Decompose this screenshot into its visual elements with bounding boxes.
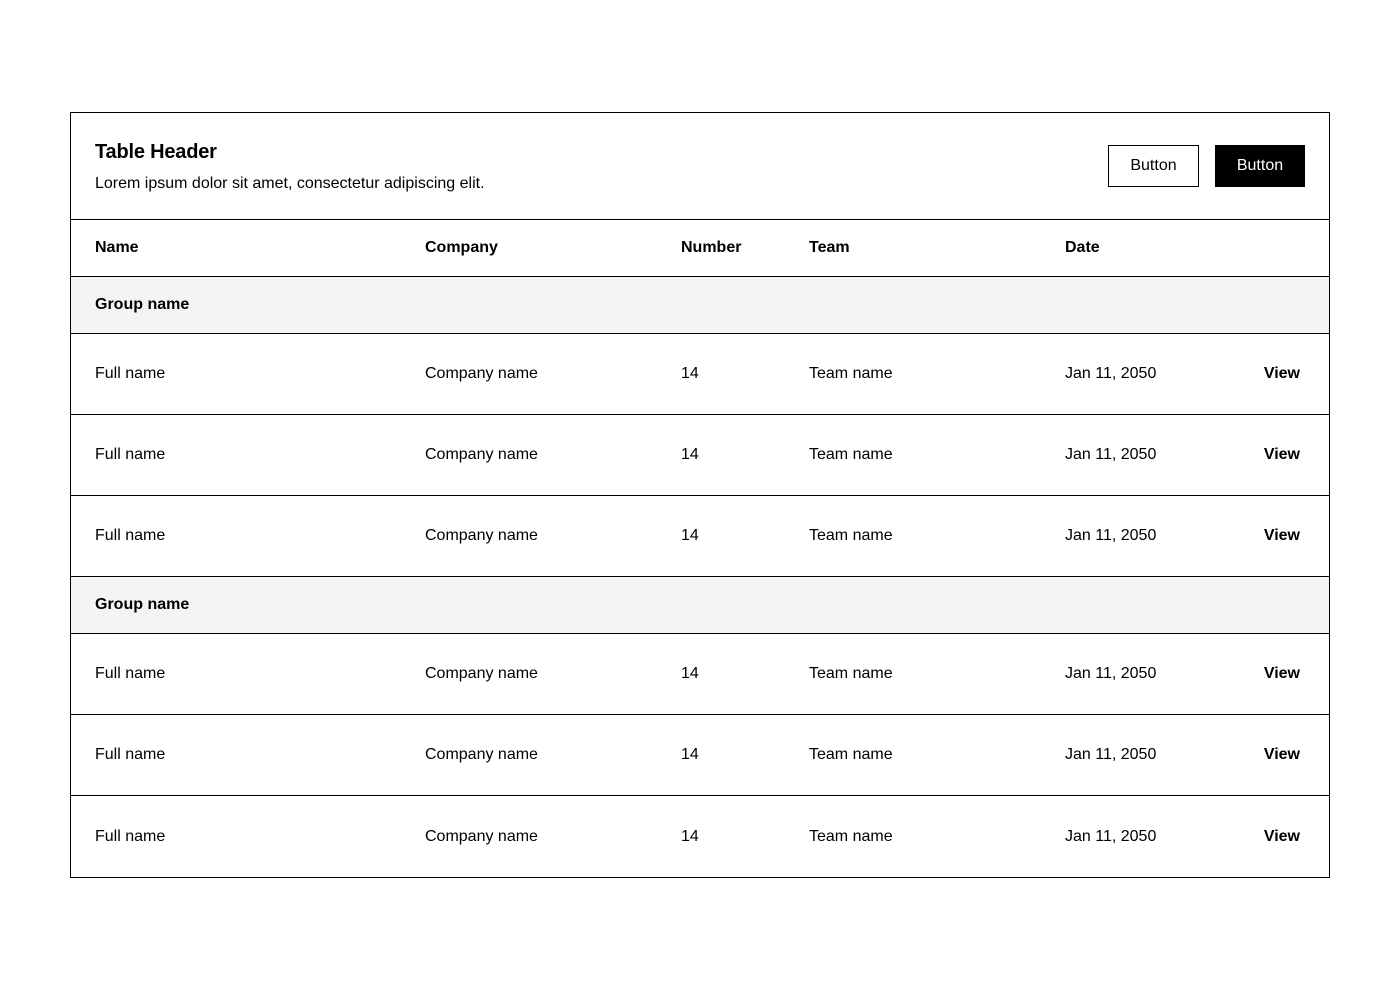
cell-team: Team name — [809, 746, 893, 763]
table-title: Table Header — [95, 141, 217, 163]
view-link[interactable]: View — [1263, 527, 1300, 544]
table-row — [71, 496, 1329, 577]
primary-button[interactable]: Button — [1215, 145, 1305, 187]
cell-date: Jan 11, 2050 — [1065, 446, 1157, 463]
table-header — [71, 113, 1329, 220]
cell-number: 14 — [681, 746, 699, 763]
column-header-row — [71, 220, 1329, 277]
cell-number: 14 — [681, 365, 699, 382]
table-subtitle: Lorem ipsum dolor sit amet, consectetur adipiscing elit. — [95, 175, 485, 192]
cell-name: Full name — [95, 527, 166, 544]
cell-company: Company name — [425, 527, 538, 544]
cell-number: 14 — [681, 827, 699, 845]
cell-date: Jan 11, 2050 — [1065, 365, 1157, 382]
cell-team: Team name — [809, 665, 893, 682]
cell-number: 14 — [681, 665, 699, 682]
table-row — [71, 334, 1329, 415]
group-name: Group name — [95, 296, 190, 313]
cell-company: Company name — [425, 827, 538, 845]
secondary-button[interactable]: Button — [1108, 145, 1199, 187]
view-link[interactable]: View — [1263, 446, 1300, 463]
column-header-number[interactable]: Number — [681, 239, 742, 256]
cell-name: Full name — [95, 746, 166, 763]
table-card — [70, 112, 1330, 878]
cell-name: Full name — [95, 665, 166, 682]
column-header-name[interactable]: Name — [95, 239, 139, 256]
column-header-date[interactable]: Date — [1065, 239, 1100, 256]
cell-company: Company name — [425, 365, 538, 382]
cell-company: Company name — [425, 665, 538, 682]
column-header-company[interactable]: Company — [425, 239, 498, 256]
table-row — [71, 715, 1329, 796]
table-row — [71, 796, 1329, 877]
cell-date: Jan 11, 2050 — [1065, 527, 1157, 544]
cell-date: Jan 11, 2050 — [1065, 746, 1157, 763]
cell-team: Team name — [809, 365, 893, 382]
cell-team: Team name — [809, 527, 893, 544]
cell-company: Company name — [425, 446, 538, 463]
cell-number: 14 — [681, 527, 699, 544]
table-row — [71, 415, 1329, 496]
view-link[interactable]: View — [1263, 665, 1300, 682]
cell-number: 14 — [681, 446, 699, 463]
cell-name: Full name — [95, 446, 166, 463]
table-row — [71, 634, 1329, 715]
cell-team: Team name — [809, 827, 893, 845]
view-link[interactable]: View — [1263, 827, 1300, 845]
cell-date: Jan 11, 2050 — [1065, 827, 1157, 845]
cell-date: Jan 11, 2050 — [1065, 665, 1157, 682]
column-header-team[interactable]: Team — [809, 239, 850, 256]
cell-company: Company name — [425, 746, 538, 763]
group-row — [71, 577, 1329, 634]
view-link[interactable]: View — [1263, 365, 1300, 382]
cell-name: Full name — [95, 365, 166, 382]
cell-team: Team name — [809, 446, 893, 463]
view-link[interactable]: View — [1263, 746, 1300, 763]
group-name: Group name — [95, 596, 190, 613]
group-row — [71, 277, 1329, 334]
cell-name: Full name — [95, 827, 166, 845]
